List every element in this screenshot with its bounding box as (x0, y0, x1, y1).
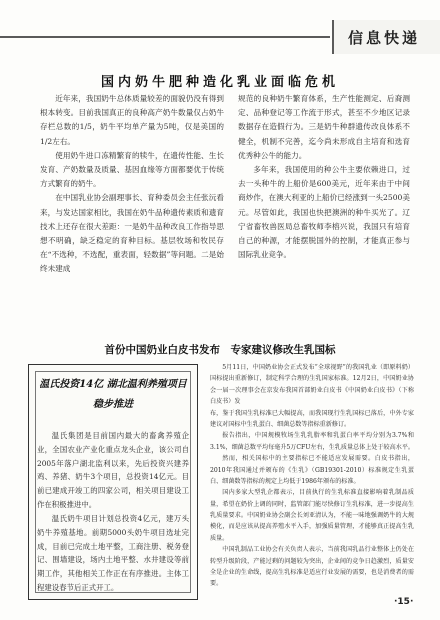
section-label: 信息快递 (348, 29, 421, 47)
sidebar-box-title: 温氏投资14亿 湖北温利养殖项目稳步推进 (39, 379, 187, 410)
article2-headline: 首份中国奶业白皮书发布 专家建议修改生乳国标 (104, 344, 336, 356)
paragraph: 报告指出，中国规模牧场生乳乳脂率和乳蛋白率平均分别为3.7%和3.1%，细菌总数平均每毫升5万CFU左右，生乳质量总体上处于较高水平。 (210, 432, 415, 451)
page-number: ·15· (394, 597, 414, 607)
paragraph: 温氏奶牛项目计划总投资4亿元，建万头奶牛养殖基地。前期5000头奶牛项目选址完成，目前已完成土地平整，工商注册、税务登记、围墙建设，场内土地平整、水井建设等前期工作，其他相关工作正在有序推进。主体工程建设春节后正式开工。 (37, 513, 189, 593)
section-header-band (0, 20, 440, 50)
sidebar-box-body (37, 429, 189, 595)
paragraph: 在中国乳业协会副理事长、育种委员会主任张沅看来，与发达国家相比，我国在奶牛品种遗传素质和遗育技术上还存在很大差距：一是奶牛品种改良工作指导思想不明确，缺乏稳定的育种目标。基层牧场和牧民存在“不选种，不选配，重表面，轻数据”等问题。二是始终未建成 (40, 193, 224, 274)
section-label-tab (332, 20, 440, 54)
paragraph: 5月11日，中国奶业协会正式发布“全球视野”的我国乳业（即原料奶）国标提出重新修订，制定科学合理的生乳国家标准。12月2日，中国奶业协会一届一次理事会在京发布我国首部奶业白皮书《中国奶业白皮书》（下称白皮书）发 (210, 364, 414, 406)
paragraph: 多年来，我国使用的种公牛主要依赖进口，过去一头种牛的上船价是600美元，近年来由于中间商炒作，在澳大利亚的上船价已经涨到一头2500美元。尽管如此，我国也快把澳洲的种牛买光了。辽宁省畜牧兽医局总畜牧师李榕兴说，我国只有培育自己的种源，才能摆脱国外的控制，才能真正参与国际乳业竞争。 (238, 165, 410, 260)
paragraph: 国内多家大型乳企都表示，目前执行的生乳标准直接影响着乳制品质量，希望在奶价上调的同时，监管部门能尽快修订生乳标准，进一步提高生乳质量要求。中国奶业协会副会长刘亚清认为，不能一味地强调奶牛的大规模化，而是应该从提高养殖水平入手，加强质量管理，才能够真正提高生乳质量。 (210, 489, 414, 542)
article1-column-left (40, 92, 224, 277)
paragraph: 近年来，我国奶牛总体质量较差的面貌仍没有得到根本转变。目前我国真正的良种高产奶牛数量仅占奶牛存栏总数的1/5，奶牛平均单产量为5吨，仅是美国的1/2左右。 (40, 94, 224, 146)
paragraph: 温氏集团是目前国内最大的畜禽养殖企业，全国农业产业化重点龙头企业，该公司自2005年落户湖北监利以来，先后投资兴建养鸡、养猪、奶牛3个项目，总投资14亿元。目前已建成开竣工的四家公司，相关项目建设工作在积极推进中。 (37, 431, 189, 510)
article2-column (210, 362, 414, 590)
header-rule (0, 36, 330, 38)
paragraph: 规范的良种奶牛繁育体系，生产性能测定、后裔测定、品种登记等工作流于形式，甚至不少地区记录数据存在造假行为。三是奶牛种群遗传改良体系不健全，机制不完善，迄今尚未形成自主培育和选育优秀种公牛的能力。 (238, 94, 410, 160)
paragraph: 然而，相关国标中的主要指标已不能适应发展需要。白皮书指出，2010年我国通过并颁布的《生乳》（GB19301-2010）标准规定生乳蛋白、细菌数等指标的规定上均低于1986年颁布的标准。 (210, 455, 414, 485)
article1-column-right (238, 92, 410, 262)
article1-headline: 国内奶牛肥种造化乳业面临危机 (100, 75, 339, 90)
paragraph: 布，鉴于我国生乳标准已大幅提高，而我国现行生乳国标已落后，中外专家建议对国标中生乳蛋白、细菌总数等指标重新修订。 (210, 409, 414, 428)
paragraph: 中国乳制品工业协会有关负责人表示，当前我国乳品行业整体上仍处在转型升级阶段，产能过剩的问题较为突出，企业间的竞争日趋激烈，质量安全是企业的生命线，提高生乳标准是适应行业发展的需要，也是消费者的需要。 (210, 546, 414, 588)
paragraph: 使用奶牛进口冻精繁育的犊牛，在遗传性能、生长发育、产奶数量及质量、基因血缘等方面都要优于传统方式繁育的奶牛。 (40, 150, 224, 189)
sidebar-news-box (28, 364, 198, 600)
